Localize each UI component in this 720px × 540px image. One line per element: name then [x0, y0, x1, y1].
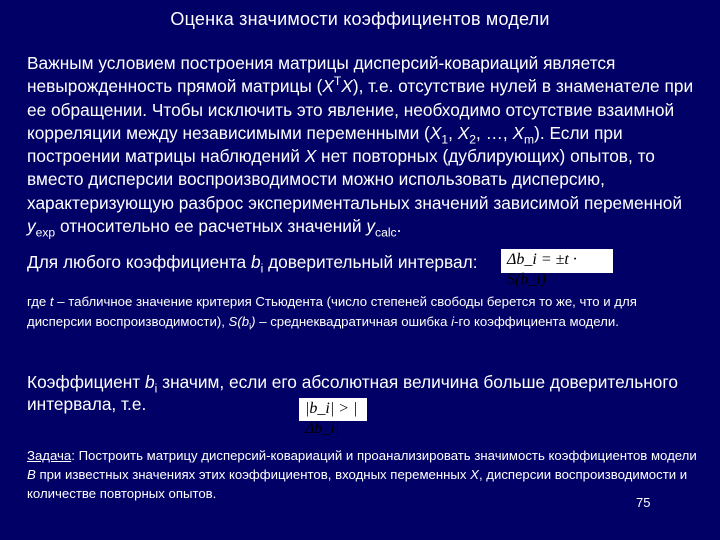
where-explanation: где t – табличное значение критерия Стьюдента (число степеней свободы берется то же, что и для дисперсии воспроизводимости), $S(b_i)$ – среднеквадратичная ошибка i-го коэффициента модели. [27, 294, 637, 332]
task-paragraph: Задача: Построить матрицу дисперсий-ковариаций и проанализировать значимость коэффициентов модели B при известных значениях этих коэффициентов, входных переменных X, дисперсии воспроизводимости и количестве повторных опытов. [27, 448, 697, 501]
confidence-interval-formula: Δb_i = ±t · S(b_i) [501, 249, 613, 273]
page-number: 75 [636, 495, 651, 510]
significance-text: Коэффициент $b_i$ значим, если его абсолютная величина больше доверительного интервала, т.е. [27, 372, 678, 414]
significance-formula: |b_i| > |Δb_i| [299, 398, 367, 421]
confidence-interval-text: Для любого коэффициента $b_i$ доверительный интервал: [27, 252, 478, 276]
slide-title: Оценка значимости коэффициентов модели [170, 9, 550, 29]
task-label: Задача [27, 448, 72, 463]
intro-paragraph: Важным условием построения матрицы дисперсий-ковариаций является невырожденность прямой матрицы $(X^TX)$, т.е. отсутствие нулей в знаменателе при ее обращении. Чтобы исключить это явление, необходимо отсутствие взаимной корреляции между независимыми переменными ($X_1$, $X_2$, …, $X_m$). Если при построении матрицы наблюдений X нет повторных (дублирующих) опытов, то вместо дисперсии воспроизводимости можно использовать дисперсию, характеризующую разброс экспериментальных значений зависимой переменной $y_{exp}$ относительно ее расчетных значений $y_{calc}$. [27, 53, 694, 240]
